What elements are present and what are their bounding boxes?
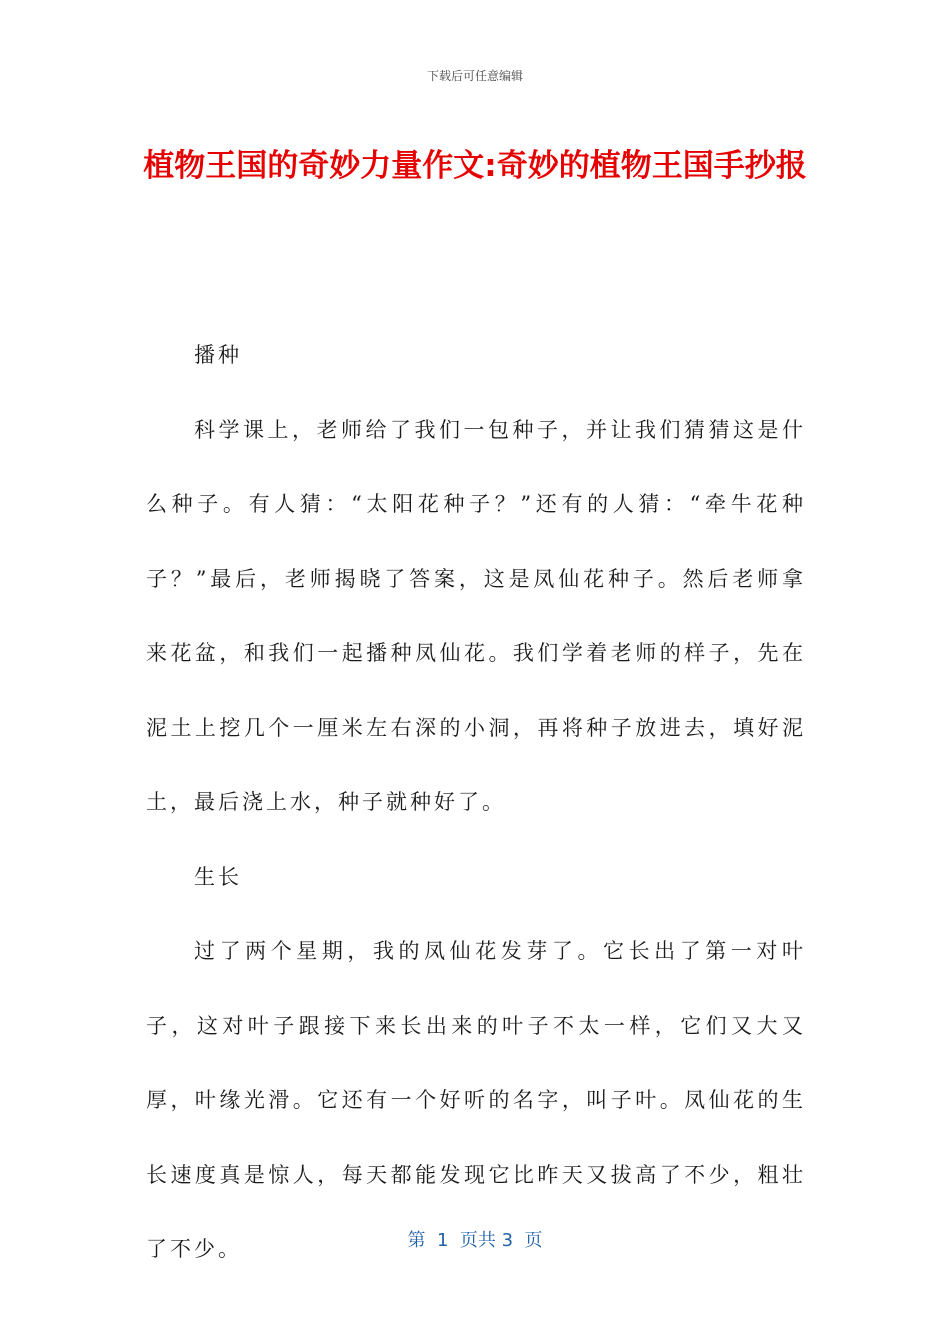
section-heading-sowing: 播种	[194, 343, 242, 367]
section-heading-growth: 生长	[194, 864, 242, 889]
paragraph-growth: 过了两个星期，我的凤仙花发芽了。它长出了第一对叶子，这对叶子跟接下来长出来的叶子不太一样，它们又大又厚，叶缘光滑。它还有一个好听的名字，叫子叶。凤仙花的生长速度真是惊人，每天都能发现它比昨天又拔高了不少，粗壮了不少。	[146, 939, 806, 1261]
paragraph-sowing: 科学课上，老师给了我们一包种子，并让我们猜猜这是什么种子。有人猜：“太阳花种子？”还有的人猜：“牵牛花种子？”最后，老师揭晓了答案，这是凤仙花种子。然后老师拿来花盆，和我们一起播种凤仙花。我们学着老师的样子，先在泥土上挖几个一厘米左右深的小洞，再将种子放进去，填好泥土，最后浇上水，种子就种好了。	[146, 417, 806, 814]
document-title: 植物王国的奇妙力量作文:奇妙的植物王国手抄报	[143, 148, 807, 184]
document-body	[146, 318, 806, 1287]
page-footer: 第 1 页共 3 页	[407, 1230, 543, 1251]
header-note: 下载后可任意编辑	[426, 69, 523, 83]
